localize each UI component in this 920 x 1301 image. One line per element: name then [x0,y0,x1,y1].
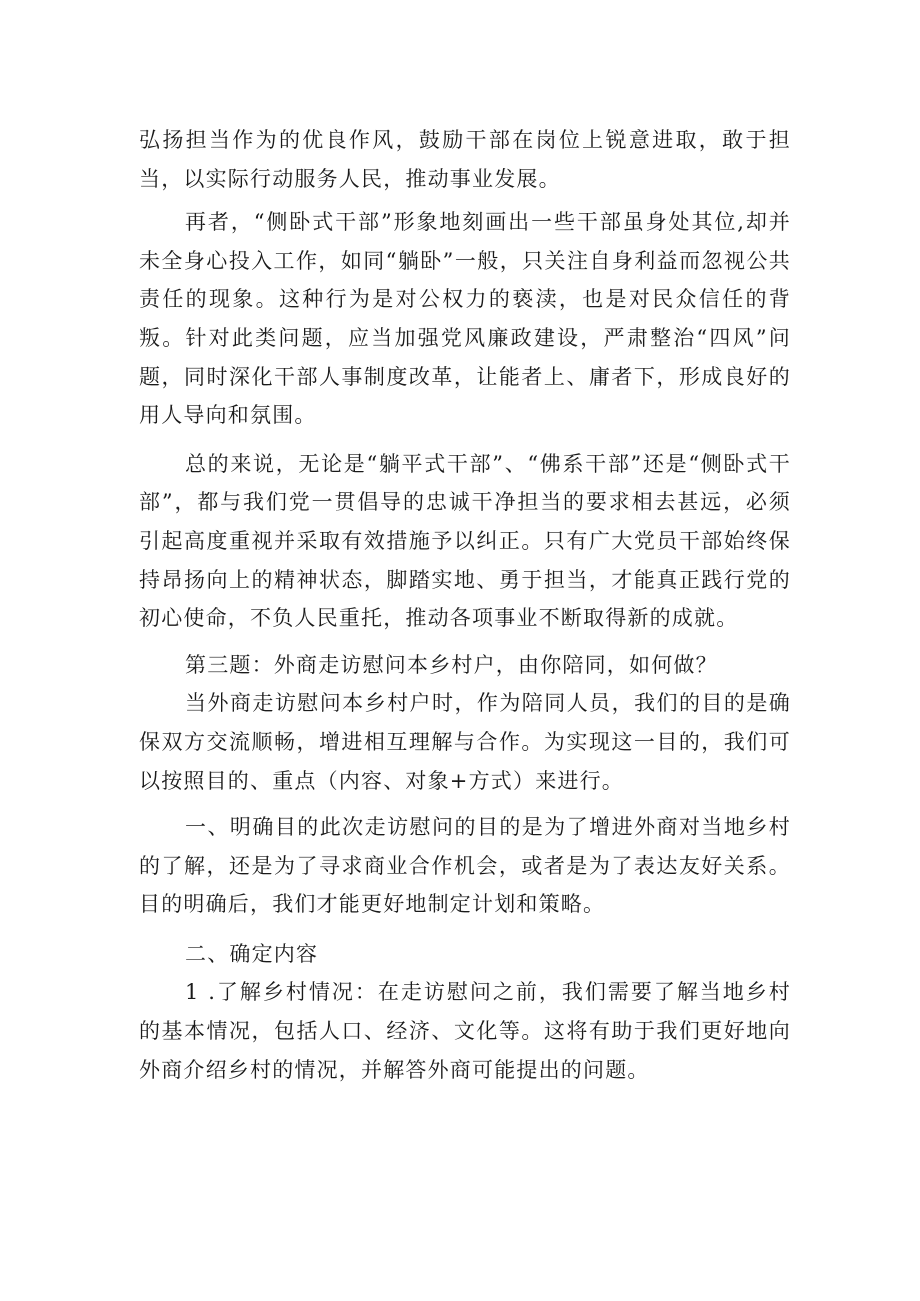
question-three-heading: 第三题：外商走访慰问本乡村户，由你陪同，如何做？ [185,652,718,677]
paragraph-clarify-purpose: 一、明确目的此次走访慰问的目的是为了增进外商对当地乡村的了解，还是为了寻求商业合作机会，或者是为了表达友好关系。目的明确后，我们才能更好地制定计划和策略。 [139,815,791,917]
paragraph-summary: 总的来说，无论是“躺平式干部”、“佛系干部”还是“侧卧式干部”，都与我们党一贯倡导的忠诚干净担当的要求相去甚远，必须引起高度重视并采取有效措施予以纠正。只有广大党员干部始终保持昂扬向上的精神状态，脚踏实地、勇于担当，才能真正践行党的初心使命，不负人民重托，推动各项事业不断取得新的成就。 [139,451,791,631]
paragraph-side-lying-cadres: 再者，“侧卧式干部”形象地刻画出一些干部虽身处其位,却并未全身心投入工作，如同“躺卧”一般，只关注自身利益而忽视公共责任的现象。这种行为是对公权力的亵渎，也是对民众信任的背叛。针对此类问题，应当加强党风廉政建设，严肃整治“四风”问题，同时深化干部人事制度改革，让能者上、庸者下，形成良好的用人导向和氛围。 [139,210,791,428]
paragraph-accompany-purpose: 当外商走访慰问本乡村户时，作为陪同人员，我们的目的是确保双方交流顺畅，增进相互理解与合作。为实现这一目的，我们可以按照目的、重点（内容、对象+方式）来进行。 [139,691,791,793]
section-determine-content: 二、确定内容 [185,941,319,966]
paragraph-understand-village: 1 .了解乡村情况：在走访慰问之前，我们需要了解当地乡村的基本情况，包括人口、经济、文化等。这将有助于我们更好地向外商介绍乡村的情况，并解答外商可能提出的问题。 [139,980,791,1082]
paragraph-continuation: 弘扬担当作为的优良作风，鼓励干部在岗位上锐意进取，敢于担当，以实际行动服务人民，推动事业发展。 [139,128,791,191]
document-page [139,121,791,1100]
